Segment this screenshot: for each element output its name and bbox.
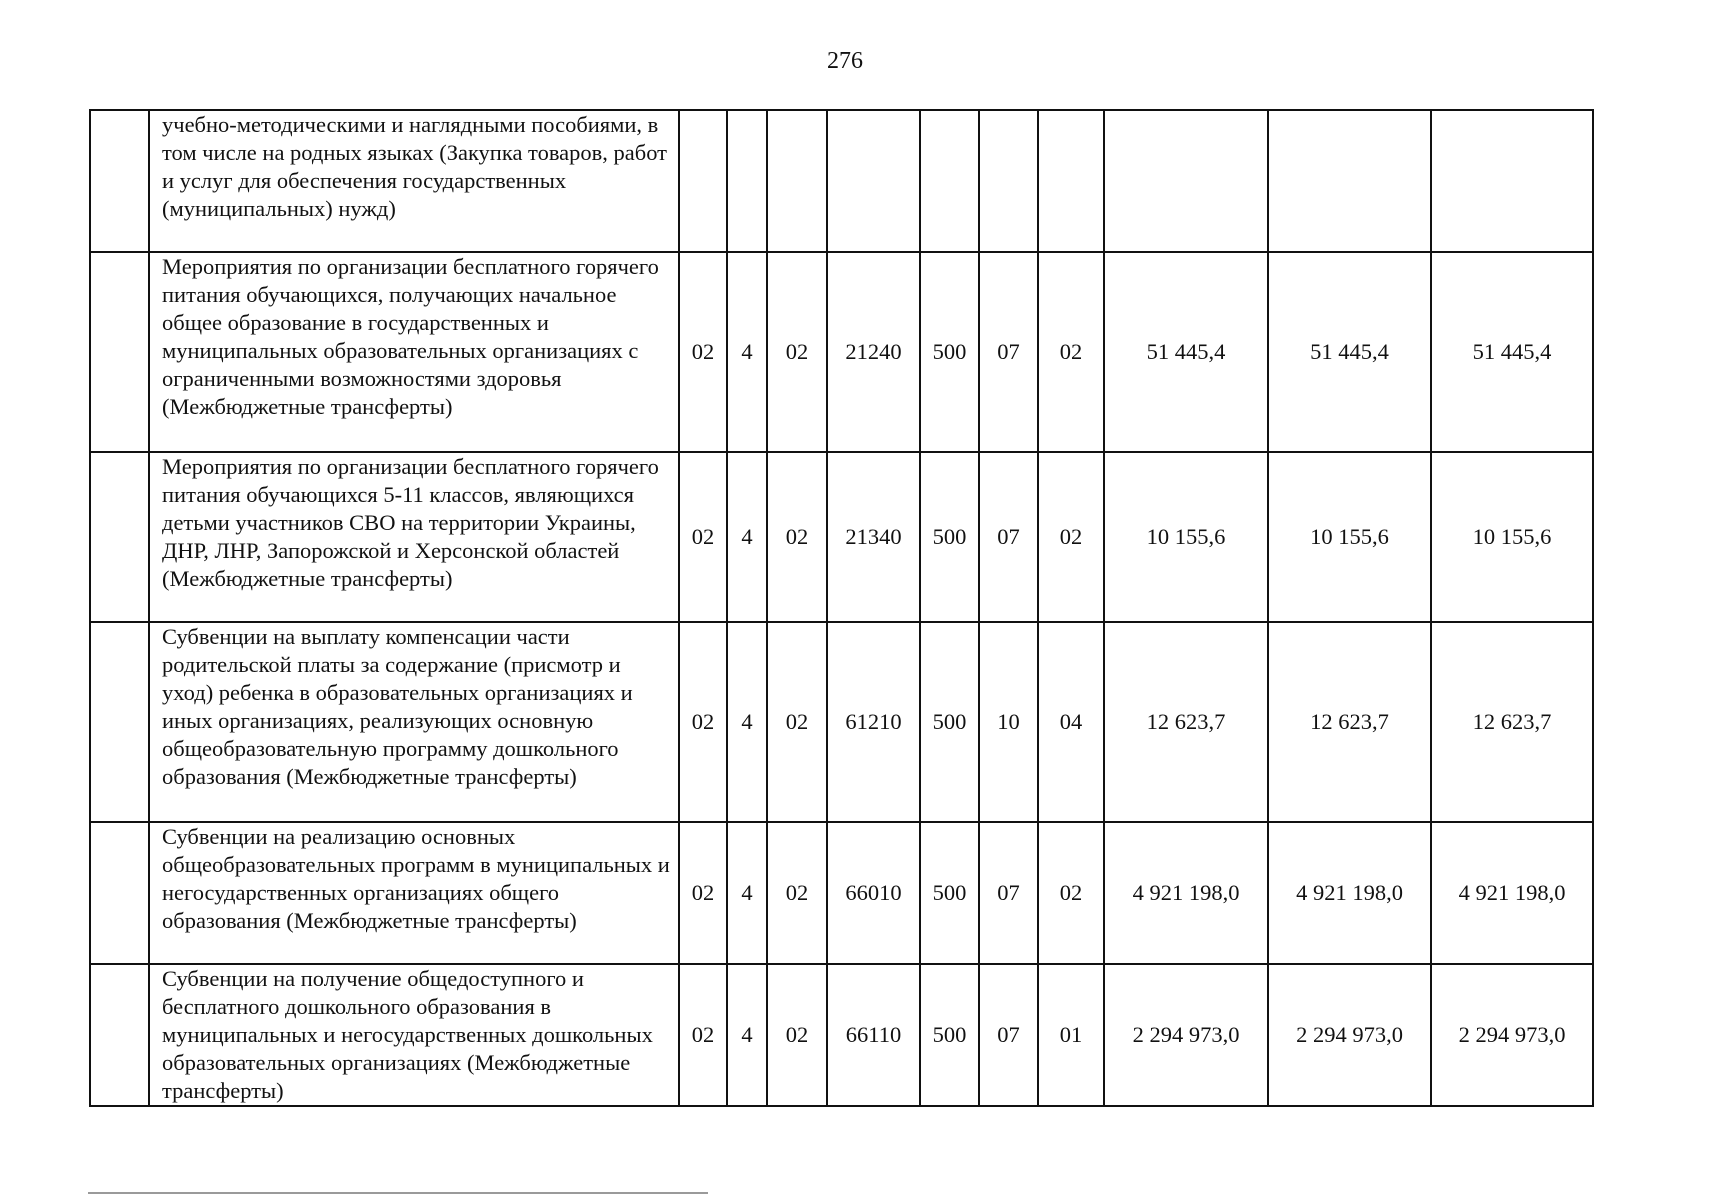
code-section: 07 xyxy=(979,452,1038,622)
code-direction: 61210 xyxy=(827,622,920,822)
row-description: Мероприятия по организации бесплатного горячего питания обучающихся 5-11 классов, являющихся детьми участников СВО на территории Украины, ДНР, ЛНР, Запорожской и Херсонской областей (Межбюджетные трансферты) xyxy=(149,452,679,622)
table-row xyxy=(90,252,1593,452)
code-program: 02 xyxy=(679,252,727,452)
row-description: Мероприятия по организации бесплатного горячего питания обучающихся, получающих начальное общее образование в государственных и муниципальных образовательных организациях с ограниченными возможностями здоровья (Межбюджетные трансферты) xyxy=(149,252,679,452)
code-expense-type: 500 xyxy=(920,822,979,964)
code-direction: 66010 xyxy=(827,822,920,964)
row-description: Субвенции на получение общедоступного и бесплатного дошкольного образования в муниципальных и негосударственных дошкольных образовательных организациях (Межбюджетные трансферты) xyxy=(149,964,679,1106)
code-expense-type: 500 xyxy=(920,622,979,822)
code-program: 02 xyxy=(679,622,727,822)
amount-year-2: 2 294 973,0 xyxy=(1268,964,1431,1106)
amount-year-1 xyxy=(1104,110,1268,252)
table-row xyxy=(90,452,1593,622)
code-main-event: 02 xyxy=(767,964,827,1106)
code-main-event: 02 xyxy=(767,622,827,822)
code-direction xyxy=(827,110,920,252)
row-marker-cell xyxy=(90,822,149,964)
code-subsection: 02 xyxy=(1038,252,1104,452)
amount-year-2 xyxy=(1268,110,1431,252)
code-section: 07 xyxy=(979,964,1038,1106)
amount-year-1: 2 294 973,0 xyxy=(1104,964,1268,1106)
code-main-event xyxy=(767,110,827,252)
code-expense-type: 500 xyxy=(920,964,979,1106)
budget-table xyxy=(89,109,1594,1107)
row-marker-cell xyxy=(90,964,149,1106)
row-marker-cell xyxy=(90,252,149,452)
code-program: 02 xyxy=(679,964,727,1106)
table-row xyxy=(90,964,1593,1106)
amount-year-1: 10 155,6 xyxy=(1104,452,1268,622)
amount-year-3: 51 445,4 xyxy=(1431,252,1593,452)
amount-year-2: 10 155,6 xyxy=(1268,452,1431,622)
code-expense-type: 500 xyxy=(920,252,979,452)
code-subsection: 01 xyxy=(1038,964,1104,1106)
code-subsection xyxy=(1038,110,1104,252)
code-subprogram: 4 xyxy=(727,822,767,964)
code-expense-type xyxy=(920,110,979,252)
code-section: 10 xyxy=(979,622,1038,822)
row-description: Субвенции на выплату компенсации части родительской платы за содержание (присмотр и уход) ребенка в образовательных организациях и иных организациях, реализующих основную общеобразовательную программу дошкольного образования (Межбюджетные трансферты) xyxy=(149,622,679,822)
code-direction: 21240 xyxy=(827,252,920,452)
code-section: 07 xyxy=(979,252,1038,452)
table-row xyxy=(90,622,1593,822)
code-subsection: 04 xyxy=(1038,622,1104,822)
code-program: 02 xyxy=(679,822,727,964)
row-marker-cell xyxy=(90,110,149,252)
amount-year-1: 4 921 198,0 xyxy=(1104,822,1268,964)
code-main-event: 02 xyxy=(767,252,827,452)
row-description: Субвенции на реализацию основных общеобразовательных программ в муниципальных и негосударственных организациях общего образования (Межбюджетные трансферты) xyxy=(149,822,679,964)
amount-year-3: 4 921 198,0 xyxy=(1431,822,1593,964)
code-section: 07 xyxy=(979,822,1038,964)
code-subsection: 02 xyxy=(1038,822,1104,964)
scan-artifact-line xyxy=(88,1192,708,1194)
amount-year-2: 51 445,4 xyxy=(1268,252,1431,452)
amount-year-3: 2 294 973,0 xyxy=(1431,964,1593,1106)
code-expense-type: 500 xyxy=(920,452,979,622)
amount-year-3: 10 155,6 xyxy=(1431,452,1593,622)
page-number: 276 xyxy=(827,48,863,74)
table-row xyxy=(90,822,1593,964)
code-subprogram: 4 xyxy=(727,622,767,822)
code-subprogram: 4 xyxy=(727,964,767,1106)
amount-year-1: 12 623,7 xyxy=(1104,622,1268,822)
amount-year-3: 12 623,7 xyxy=(1431,622,1593,822)
code-subprogram xyxy=(727,110,767,252)
amount-year-3 xyxy=(1431,110,1593,252)
row-description: учебно-методическими и наглядными пособиями, в том числе на родных языках (Закупка товаров, работ и услуг для обеспечения государственных (муниципальных) нужд) xyxy=(149,110,679,252)
table-row xyxy=(90,110,1593,252)
code-subsection: 02 xyxy=(1038,452,1104,622)
code-main-event: 02 xyxy=(767,452,827,622)
code-direction: 66110 xyxy=(827,964,920,1106)
amount-year-2: 4 921 198,0 xyxy=(1268,822,1431,964)
code-subprogram: 4 xyxy=(727,452,767,622)
code-program: 02 xyxy=(679,452,727,622)
row-marker-cell xyxy=(90,452,149,622)
code-subprogram: 4 xyxy=(727,252,767,452)
code-section xyxy=(979,110,1038,252)
code-program xyxy=(679,110,727,252)
amount-year-1: 51 445,4 xyxy=(1104,252,1268,452)
code-main-event: 02 xyxy=(767,822,827,964)
code-direction: 21340 xyxy=(827,452,920,622)
row-marker-cell xyxy=(90,622,149,822)
amount-year-2: 12 623,7 xyxy=(1268,622,1431,822)
